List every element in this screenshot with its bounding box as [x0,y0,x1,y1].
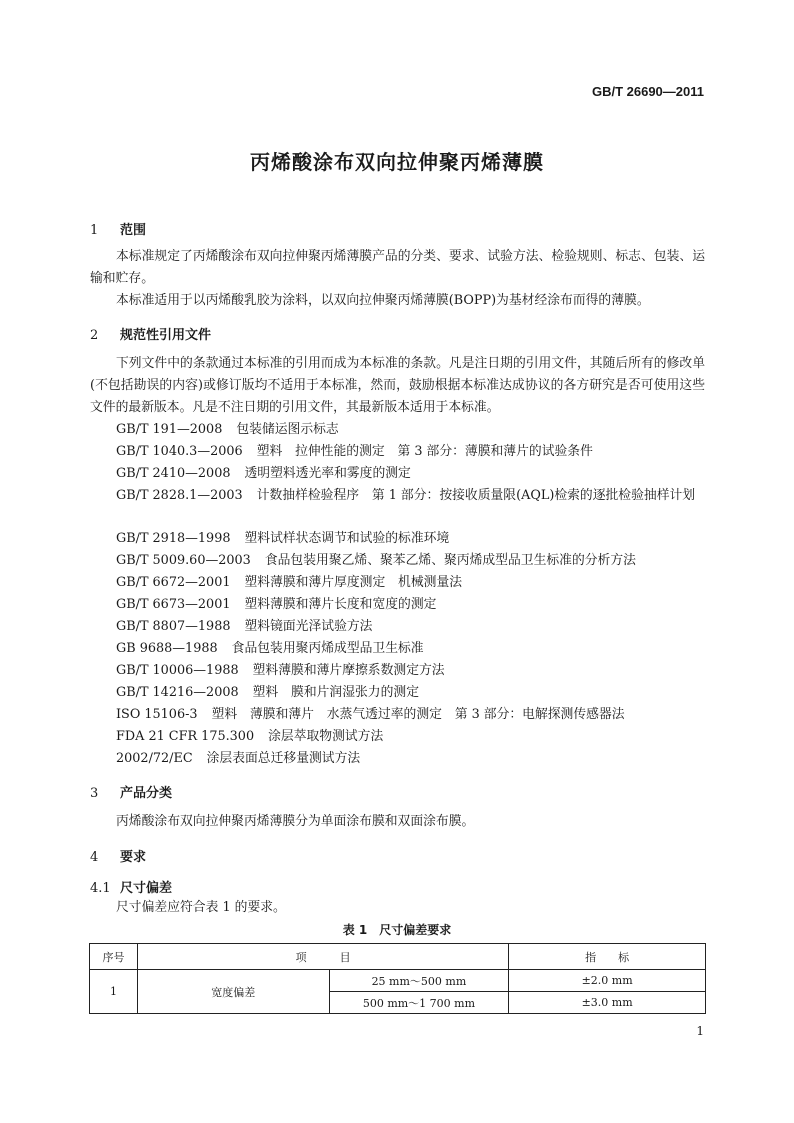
reference-title: 塑料 膜和片润湿张力的测定 [252,685,419,700]
reference-item [116,441,593,463]
reference-code: GB/T 191—2008 [116,422,223,437]
page-number: 1 [696,1024,704,1038]
scope-paragraph-1: 本标准规定了丙烯酸涂布双向拉伸聚丙烯薄膜产品的分类、要求、试验方法、检验规则、标志、包装、运输和贮存。 [90,249,705,286]
section-title: 尺寸偏差 [120,881,173,896]
document-title: 丙烯酸涂布双向拉伸聚丙烯薄膜 [250,150,544,174]
reference-code: GB 9688—1988 [116,641,218,656]
reference-item [116,616,372,638]
cell-range: 500 mm～1 700 mm [329,992,509,1014]
reference-title: 食品包装用聚丙烯成型品卫生标准 [231,641,424,656]
reference-title: 塑料薄膜和薄片长度和宽度的测定 [244,597,437,612]
reference-item [116,748,360,770]
reference-item [90,485,705,507]
reference-item [116,463,411,485]
scope-paragraph-2: 本标准适用于以丙烯酸乳胶为涂料，以双向拉伸聚丙烯薄膜(BOPP)为基材经涂布而得的薄膜。 [116,293,650,308]
size-requirement-paragraph: 尺寸偏差应符合表 1 的要求。 [116,900,286,915]
references-intro-paragraph: 下列文件中的条款通过本标准的引用而成为本标准的条款。凡是注日期的引用文件，其随后所有的修改单(不包括勘误的内容)或修订版均不适用于本标准，然而，鼓励根据本标准达成协议的各方研究是否可使用这些文件的最新版本。凡是不注日期的引用文件，其最新版本适用于本标准。 [90,356,705,415]
reference-item [116,594,436,616]
section-title: 产品分类 [120,786,173,801]
section-2-heading [90,324,211,343]
section-number: 2 [90,328,99,343]
section-title: 要求 [120,850,147,865]
reference-item [116,638,424,660]
reference-item [116,660,445,682]
reference-item [116,419,339,441]
reference-title: 塑料 薄膜和薄片 水蒸气透过率的测定 第 3 部分：电解探测传感器法 [211,707,625,722]
header-item: 项 目 [137,944,508,970]
reference-item [116,572,462,594]
reference-code: 2002/72/EC [116,751,193,766]
reference-item [116,528,449,550]
section-3-heading [90,782,172,801]
reference-code: GB/T 2918—1998 [116,531,231,546]
size-deviation-table [89,943,706,1014]
reference-code: GB/T 6673—2001 [116,597,231,612]
classification-paragraph: 丙烯酸涂布双向拉伸聚丙烯薄膜分为单面涂布膜和双面涂布膜。 [116,814,475,829]
reference-code: GB/T 1040.3—2006 [116,444,243,459]
reference-code: GB/T 14216—2008 [116,685,239,700]
section-1-heading [90,219,146,238]
reference-title: 涂层表面总迁移量测试方法 [206,751,361,766]
cell-item: 宽度偏差 [137,970,329,1014]
section-4-heading [90,846,146,865]
reference-title: 计数抽样检验程序 第 1 部分：按接收质量限(AQL)检索的逐批检验抽样计划 [256,488,696,503]
reference-code: GB/T 6672—2001 [116,575,231,590]
section-4-1-heading [90,877,172,896]
reference-title: 食品包装用聚乙烯、聚苯乙烯、聚丙烯成型品卫生标准的分析方法 [264,553,636,568]
section-number: 3 [90,786,99,801]
reference-code: GB/T 5009.60—2003 [116,553,251,568]
reference-code: GB/T 2828.1—2003 [116,488,243,503]
section-title: 规范性引用文件 [120,328,212,343]
reference-title: 塑料镜面光泽试验方法 [244,619,373,634]
reference-item [116,550,636,572]
table-header-row [90,944,706,970]
reference-item [116,726,383,748]
cell-value: ±2.0 mm [509,970,706,992]
table-caption: 表 1 尺寸偏差要求 [342,923,452,937]
reference-code: GB/T 2410—2008 [116,466,231,481]
reference-title: 塑料 拉伸性能的测定 第 3 部分：薄膜和薄片的试验条件 [256,444,593,459]
reference-title: 包装储运图示标志 [236,422,339,437]
standard-code-header: GB/T 26690—2011 [591,84,704,99]
section-title: 范围 [120,223,147,238]
reference-title: 塑料薄膜和薄片厚度测定 机械测量法 [244,575,463,590]
reference-code: FDA 21 CFR 175.300 [116,729,255,744]
reference-code: GB/T 10006—1988 [116,663,239,678]
section-number: 4 [90,850,99,865]
reference-title: 塑料试样状态调节和试验的标准环境 [244,531,450,546]
reference-title: 塑料薄膜和薄片摩擦系数测定方法 [252,663,445,678]
reference-code: GB/T 8807—1988 [116,619,231,634]
reference-title: 涂层萃取物测试方法 [268,729,384,744]
header-serial-no: 序号 [90,944,138,970]
table-row [90,970,706,992]
reference-code: ISO 15106-3 [116,707,198,722]
cell-value: ±3.0 mm [509,992,706,1014]
reference-item [116,704,625,726]
reference-item [116,682,419,704]
cell-serial-no: 1 [90,970,138,1014]
section-number: 4.1 [90,881,111,896]
header-index: 指 标 [509,944,706,970]
section-number: 1 [90,223,99,238]
cell-range: 25 mm～500 mm [329,970,509,992]
reference-title: 透明塑料透光率和雾度的测定 [244,466,411,481]
